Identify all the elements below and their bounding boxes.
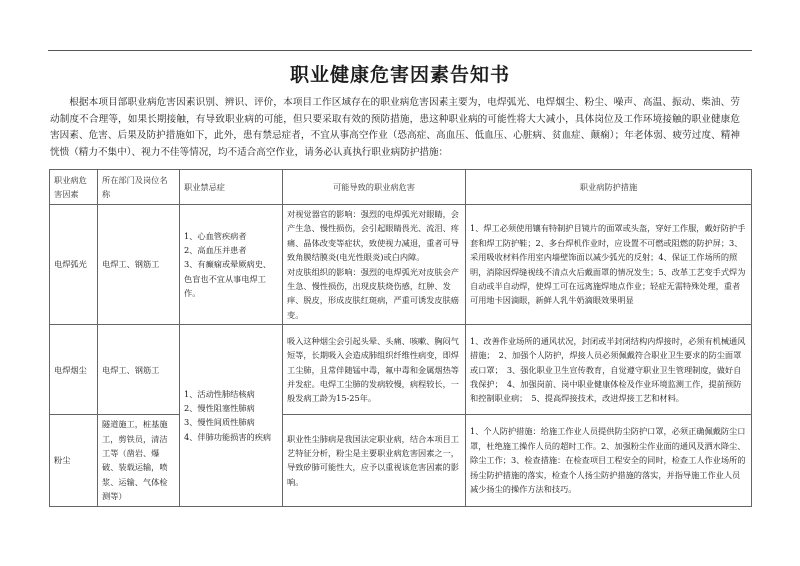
cell-measures: 1、焊工必须使用镶有特制护目镜片的面罩或头盔，穿好工作服，戴好防护手套和焊工防护鞋；2、多台焊机作业时，应设置不可燃或阻燃的防护屏；3、采用吸收材料作用室内墙壁饰面以减少弧光的反射；4、保证工作场所的照明，消除因焊缝视线不清点火后戴面罩的情况发生；5、改革工艺变手式焊为自动或半自动焊，使焊工可在远离施焊地点作业；轻症无需特殊处理，重者可用地卡因滴眼，新鲜人乳牛奶滴眼效果明显 bbox=[466, 205, 752, 325]
cell-dept: 电焊工、钢筋工 bbox=[98, 205, 180, 325]
contra-item: 4、伴肺功能损害的疾病 bbox=[184, 431, 272, 442]
contra-item: 3、慢性间质性肺病 bbox=[184, 417, 255, 428]
header-measures: 职业病防护措施 bbox=[466, 170, 752, 205]
header-rule bbox=[48, 50, 752, 51]
header-factor: 职业病危害因素 bbox=[50, 170, 98, 205]
table-row bbox=[50, 415, 752, 506]
cell-disease: 职业性尘肺病是我国法定职业病，结合本项目工艺特征分析，粉尘是主要职业病危害因素之一，导致矽肺可能性大，应予以重视该危害因素的影响。 bbox=[283, 415, 466, 506]
cell-factor: 电焊弧光 bbox=[50, 205, 98, 325]
cell-dept: 隧道施工，桩基施工，剪铁员，清洁工等（凿岩、爆破、装载运输，喷浆、运输、气体检测等） bbox=[98, 415, 180, 506]
table-header-row bbox=[50, 170, 752, 205]
header-dept: 所在部门及岗位名称 bbox=[98, 170, 180, 205]
cell-disease: 对视觉器官的影响：强烈的电焊弧光对眼睛，会产生急、慢性损伤，会引起眼睛畏光、流泪、疼痛、晶体改变等症状，致使视力减退，重者可导致角膜结膜炎(电光性眼炎)或白内障。 对皮肤组织的影响：强烈的电焊弧光对皮肤会产生急、慢性损伤，出现皮肤烧伤感，红肿、发痒、脱皮，形成皮肤红斑病，严重可诱发皮肤癌变。 bbox=[283, 205, 466, 325]
cell-contra bbox=[180, 205, 283, 325]
contra-item: 2、高血压并患者 bbox=[184, 245, 247, 256]
contra-item: 1、活动性肺结核病 bbox=[184, 388, 255, 399]
cell-disease: 吸入这种烟尘会引起头晕、头痛、咳嗽、胸闷气短等，长期吸入会造成肺组织纤维性病变，即焊工尘肺，且常伴随锰中毒，氟中毒和金属烟热等并发症。电焊工尘肺的发病较慢，病程较长，一般发病工龄为15-25年。 bbox=[283, 325, 466, 415]
hazard-table bbox=[49, 169, 752, 507]
intro-paragraph: 根据本项目部职业病危害因素识别、辨识、评价，本项目工作区域存在的职业病危害因素主要为，电焊弧光、电焊烟尘、粉尘、噪声、高温、振动、柴油、劳动制度不合理等，如果长期接触，有导致职业病的可能，但只要采取有效的预防措施，患这种职业病的可能性将大大减小，具体岗位及工作环境接触的职业健康危害因素、危害、后果及防护措施如下，此外，患有禁忌症者，不宜从事高空作业（恐高症、高血压、低血压、心脏病、贫血症、颠痫）；年老体弱、疲劳过度、精神恍愦（精力不集中）、视力不佳等情况，均不适合高空作业，请务必认真执行职业病防护措施： bbox=[50, 97, 740, 158]
contra-item: 1、心血管疾病者 bbox=[184, 230, 247, 241]
header-disease: 可能导致的职业病危害 bbox=[283, 170, 466, 205]
cell-measures: 1、个人防护措施：给施工作业人员提供防尘防护口罩，必须正确佩戴防尘口罩，杜绝施工操作人员的超时工作。2、加强粉尘作业面的通风及洒水降尘、除尘工作；3、检查措施：在检查项目工程安全的同时，检查工人作业场所的扬尘防护措施的落实，检查个人扬尘防护措施的落实，并指导施工作业人员减少扬尘的操作方法和技巧。 bbox=[466, 415, 752, 506]
document-title: 职业健康危害因素告知书 bbox=[289, 64, 510, 86]
contra-item: 3、有癫痫或晕厥病史、色盲也不宜从事电焊工作。 bbox=[184, 259, 272, 299]
cell-factor: 粉尘 bbox=[50, 415, 98, 506]
table-row bbox=[50, 205, 752, 325]
table-row bbox=[50, 325, 752, 415]
cell-measures: 1、改善作业场所的通风状况，封闭或半封闭结构内焊接时，必须有机械通风措施； 2、加强个人防护，焊接人员必须佩戴符合职业卫生要求的防尘面罩或口罩； 3、强化职业卫生宣传教育，自觉遵守职业卫生管理制度，做好自我保护； 4、加强岗前、岗中职业健康体检及作业环境监测工作，提前预防和控制职业病； 5、提高焊接技术，改进焊接工艺和材料。 bbox=[466, 325, 752, 415]
cell-contra bbox=[180, 325, 283, 506]
cell-dept: 电焊工、钢筋工 bbox=[98, 325, 180, 415]
cell-factor: 电焊烟尘 bbox=[50, 325, 98, 415]
header-contra: 职业禁忌症 bbox=[180, 170, 283, 205]
contra-item: 2、慢性阻塞性肺病 bbox=[184, 403, 255, 414]
